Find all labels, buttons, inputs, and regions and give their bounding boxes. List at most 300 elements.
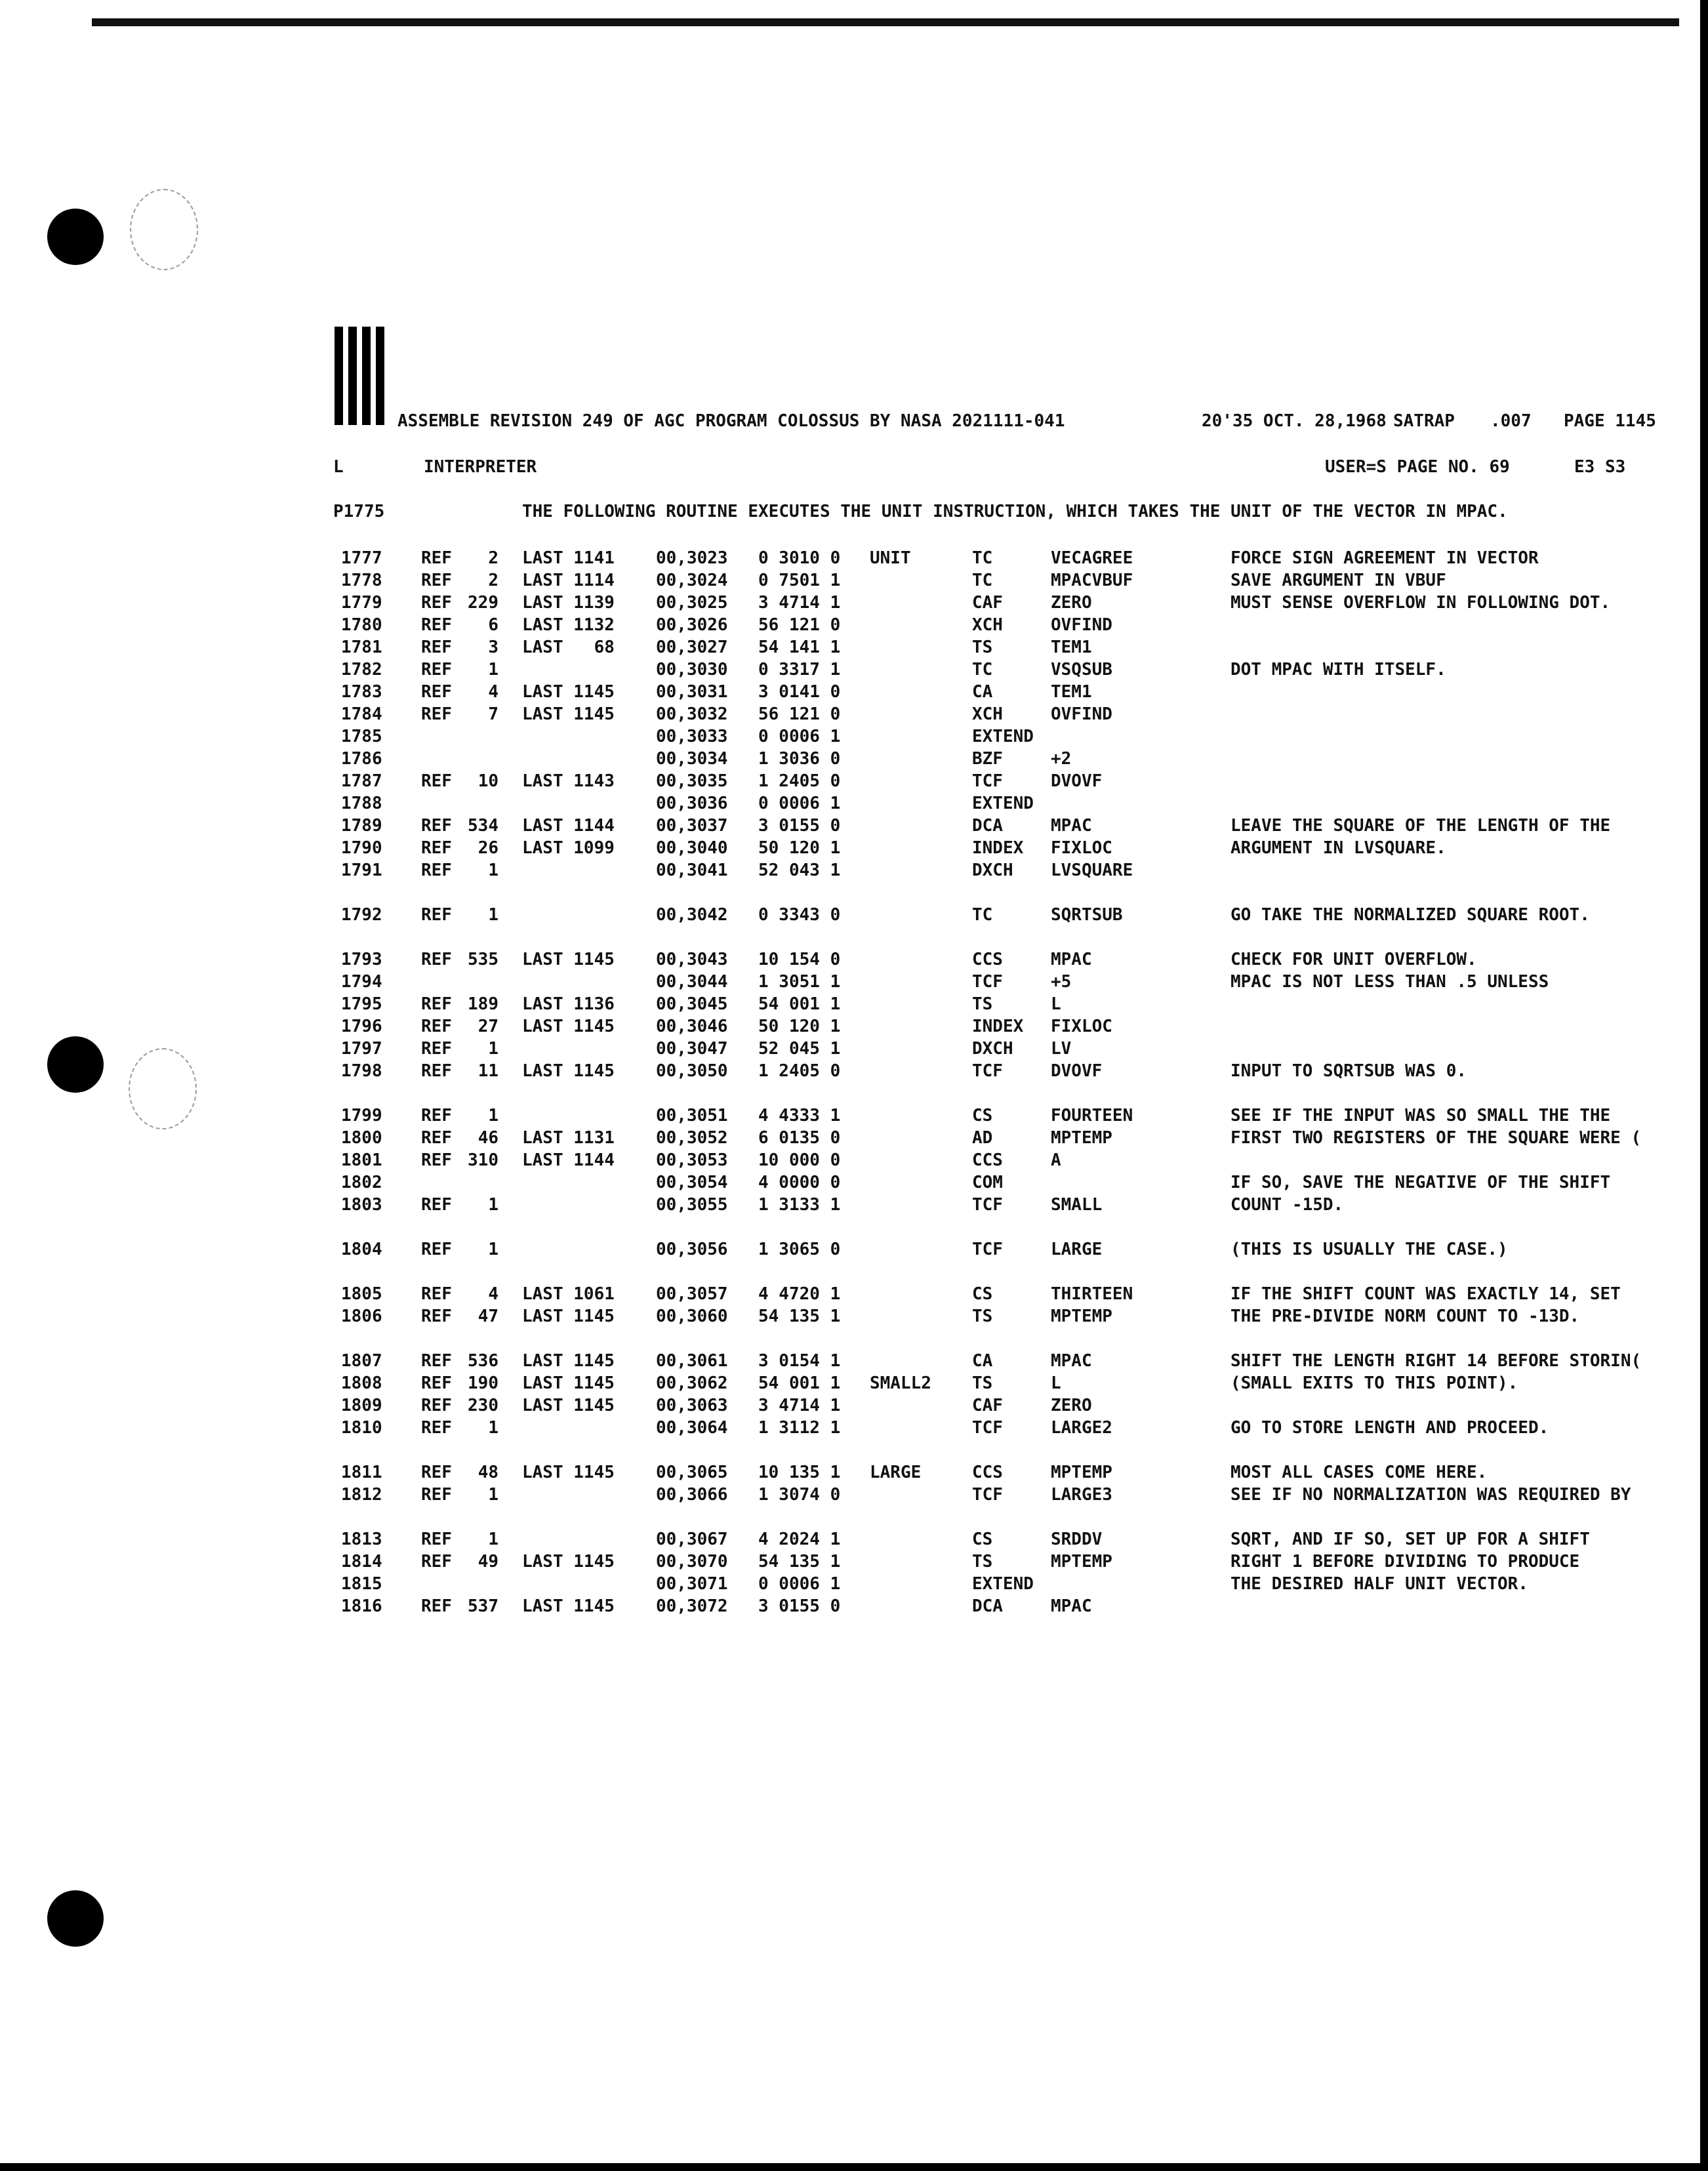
- line-number: 1815: [341, 1574, 382, 1594]
- symbol-label: LARGE: [870, 1463, 922, 1482]
- octal-code: 0 0006 1: [758, 727, 841, 746]
- listing-version: .007: [1490, 411, 1532, 431]
- last-ref: LAST 1141: [522, 548, 615, 568]
- opcode: DXCH: [972, 1039, 1013, 1059]
- octal-code: 4 0000 0: [758, 1173, 841, 1192]
- opcode: CS: [972, 1284, 993, 1304]
- opcode: AD: [972, 1128, 993, 1148]
- last-ref: LAST 1145: [522, 950, 615, 969]
- ref-tag: REF: [421, 1351, 452, 1371]
- last-ref: LAST 68: [522, 638, 615, 657]
- opcode: TS: [972, 1552, 993, 1572]
- line-number: 1800: [341, 1128, 382, 1148]
- address: 00,3061: [656, 1351, 728, 1371]
- address: 00,3065: [656, 1463, 728, 1482]
- octal-code: 54 141 1: [758, 638, 841, 657]
- line-number: 1799: [341, 1106, 382, 1126]
- address: 00,3042: [656, 905, 728, 925]
- address: 00,3030: [656, 660, 728, 680]
- octal-code: 1 3036 0: [758, 749, 841, 769]
- listing-row: [0, 681, 1708, 703]
- operand: LARGE2: [1051, 1418, 1112, 1438]
- ref-count: 189: [468, 994, 498, 1014]
- octal-code: 56 121 0: [758, 615, 841, 635]
- opcode: COM: [972, 1173, 1003, 1192]
- operand: VECAGREE: [1051, 548, 1133, 568]
- ref-tag: REF: [421, 1418, 452, 1438]
- listing-row: [0, 1551, 1708, 1573]
- opcode: INDEX: [972, 1017, 1024, 1036]
- line-number: 1816: [341, 1596, 382, 1616]
- listing-title: ASSEMBLE REVISION 249 OF AGC PROGRAM COLOSSUS BY NASA 2021111-041: [397, 411, 1065, 431]
- ref-tag: REF: [421, 1485, 452, 1505]
- comment: SQRT, AND IF SO, SET UP FOR A SHIFT: [1230, 1530, 1590, 1549]
- ref-tag: REF: [421, 1195, 452, 1215]
- operand: A: [1051, 1150, 1061, 1170]
- top-border-rule: [92, 18, 1679, 26]
- line-number: 1814: [341, 1552, 382, 1572]
- octal-code: 3 0141 0: [758, 682, 841, 702]
- listing-row: [0, 1417, 1708, 1439]
- last-ref: LAST 1145: [522, 1396, 615, 1415]
- last-ref: LAST 1099: [522, 838, 615, 858]
- line-number: 1811: [341, 1463, 382, 1482]
- listing-row: [0, 1060, 1708, 1082]
- operand: MPACVBUF: [1051, 571, 1133, 590]
- ref-count: 49: [478, 1552, 498, 1572]
- listing-row: [0, 1105, 1708, 1127]
- operand: LVSQUARE: [1051, 861, 1133, 880]
- octal-code: 0 3010 0: [758, 548, 841, 568]
- operand: SQRTSUB: [1051, 905, 1123, 925]
- ref-tag: REF: [421, 660, 452, 680]
- address: 00,3046: [656, 1017, 728, 1036]
- listing-row: [0, 1595, 1708, 1617]
- last-ref: LAST 1145: [522, 1596, 615, 1616]
- ref-count: 3: [488, 638, 498, 657]
- address: 00,3053: [656, 1150, 728, 1170]
- ref-count: 229: [468, 593, 498, 613]
- address: 00,3066: [656, 1485, 728, 1505]
- ref-tag: REF: [421, 1284, 452, 1304]
- ref-count: 46: [478, 1128, 498, 1148]
- ref-tag: REF: [421, 1530, 452, 1549]
- listing-page-number: PAGE 1145: [1564, 411, 1656, 431]
- line-number: 1807: [341, 1351, 382, 1371]
- line-number: 1785: [341, 727, 382, 746]
- punch-hole-ring-top: [130, 189, 198, 270]
- ref-tag: REF: [421, 994, 452, 1014]
- last-ref: LAST 1114: [522, 571, 615, 590]
- last-ref: LAST 1145: [522, 704, 615, 724]
- last-ref: LAST 1145: [522, 1463, 615, 1482]
- address: 00,3067: [656, 1530, 728, 1549]
- listing-row: [0, 859, 1708, 882]
- ref-tag: REF: [421, 1596, 452, 1616]
- address: 00,3063: [656, 1396, 728, 1415]
- last-ref: LAST 1145: [522, 1552, 615, 1572]
- line-number: 1791: [341, 861, 382, 880]
- line-number: 1794: [341, 972, 382, 992]
- line-number: 1782: [341, 660, 382, 680]
- octal-code: 0 0006 1: [758, 794, 841, 813]
- listing-row: [0, 1238, 1708, 1261]
- ref-count: 536: [468, 1351, 498, 1371]
- line-number: 1802: [341, 1173, 382, 1192]
- address: 00,3035: [656, 771, 728, 791]
- address: 00,3056: [656, 1240, 728, 1259]
- opcode: TCF: [972, 1485, 1003, 1505]
- opcode: CS: [972, 1106, 993, 1126]
- octal-code: 3 0154 1: [758, 1351, 841, 1371]
- line-number: 1780: [341, 615, 382, 635]
- user-page-number: USER=S PAGE NO. 69: [1325, 457, 1510, 477]
- opcode: TC: [972, 571, 993, 590]
- ref-count: 11: [478, 1061, 498, 1081]
- comment: SAVE ARGUMENT IN VBUF: [1230, 571, 1446, 590]
- octal-code: 3 4714 1: [758, 593, 841, 613]
- ref-count: 4: [488, 682, 498, 702]
- line-number: 1779: [341, 593, 382, 613]
- operand: MPAC: [1051, 1596, 1092, 1616]
- address: 00,3025: [656, 593, 728, 613]
- ref-tag: REF: [421, 1552, 452, 1572]
- address: 00,3044: [656, 972, 728, 992]
- listing-row: [0, 1038, 1708, 1060]
- comment: THE PRE-DIVIDE NORM COUNT TO -13D.: [1230, 1307, 1580, 1326]
- comment: (THIS IS USUALLY THE CASE.): [1230, 1240, 1508, 1259]
- ref-count: 310: [468, 1150, 498, 1170]
- address: 00,3037: [656, 816, 728, 836]
- listing-row: [0, 547, 1708, 569]
- listing-row: [0, 1394, 1708, 1417]
- ref-tag: REF: [421, 771, 452, 791]
- octal-code: 3 4714 1: [758, 1396, 841, 1415]
- ref-count: 48: [478, 1463, 498, 1482]
- operand: OVFIND: [1051, 615, 1112, 635]
- address: 00,3034: [656, 749, 728, 769]
- line-number: 1788: [341, 794, 382, 813]
- comment: SEE IF NO NORMALIZATION WAS REQUIRED BY: [1230, 1485, 1631, 1505]
- ref-tag: REF: [421, 950, 452, 969]
- operand: DVOVF: [1051, 1061, 1103, 1081]
- address: 00,3045: [656, 994, 728, 1014]
- last-ref: LAST 1061: [522, 1284, 615, 1304]
- listing-row: [0, 569, 1708, 592]
- comment: DOT MPAC WITH ITSELF.: [1230, 660, 1446, 680]
- operand: ZERO: [1051, 1396, 1092, 1415]
- line-number: 1812: [341, 1485, 382, 1505]
- line-number: 1796: [341, 1017, 382, 1036]
- opcode: DCA: [972, 1596, 1003, 1616]
- operand: LARGE: [1051, 1240, 1103, 1259]
- section-title: INTERPRETER: [424, 457, 537, 477]
- listing-row: [0, 636, 1708, 659]
- operand: +5: [1051, 972, 1072, 992]
- listing-row: [0, 1149, 1708, 1171]
- operand: VSQSUB: [1051, 660, 1112, 680]
- listing-row: [0, 948, 1708, 971]
- ref-count: 4: [488, 1284, 498, 1304]
- last-ref: LAST 1145: [522, 1061, 615, 1081]
- last-ref: LAST 1145: [522, 682, 615, 702]
- comment: CHECK FOR UNIT OVERFLOW.: [1230, 950, 1477, 969]
- ref-tag: REF: [421, 905, 452, 925]
- last-ref: LAST 1139: [522, 593, 615, 613]
- opcode: CS: [972, 1530, 993, 1549]
- listing-row: [0, 1372, 1708, 1394]
- ref-tag: REF: [421, 682, 452, 702]
- routine-description: THE FOLLOWING ROUTINE EXECUTES THE UNIT INSTRUCTION, WHICH TAKES THE UNIT OF THE VECTOR IN MPAC.: [522, 502, 1508, 521]
- opcode: XCH: [972, 704, 1003, 724]
- octal-code: 1 3065 0: [758, 1240, 841, 1259]
- ref-tag: REF: [421, 1106, 452, 1126]
- operand: L: [1051, 994, 1061, 1014]
- listing-row: [0, 1283, 1708, 1305]
- address: 00,3043: [656, 950, 728, 969]
- listing-row: [0, 1194, 1708, 1216]
- ref-count: 27: [478, 1017, 498, 1036]
- last-ref: LAST 1131: [522, 1128, 615, 1148]
- octal-code: 10 135 1: [758, 1463, 841, 1482]
- last-ref: LAST 1145: [522, 1373, 615, 1393]
- opcode: CCS: [972, 1150, 1003, 1170]
- listing-row: [0, 837, 1708, 859]
- operand: LARGE3: [1051, 1485, 1112, 1505]
- line-number: 1787: [341, 771, 382, 791]
- listing-row: [0, 770, 1708, 792]
- ref-count: 537: [468, 1596, 498, 1616]
- octal-code: 52 045 1: [758, 1039, 841, 1059]
- opcode: TCF: [972, 1061, 1003, 1081]
- operand: L: [1051, 1373, 1061, 1393]
- operand: SMALL: [1051, 1195, 1103, 1215]
- octal-code: 1 3074 0: [758, 1485, 841, 1505]
- last-ref: LAST 1144: [522, 816, 615, 836]
- address: 00,3072: [656, 1596, 728, 1616]
- comment: MUST SENSE OVERFLOW IN FOLLOWING DOT.: [1230, 593, 1611, 613]
- line-number: 1813: [341, 1530, 382, 1549]
- octal-code: 10 000 0: [758, 1150, 841, 1170]
- ref-tag: REF: [421, 704, 452, 724]
- line-number: 1778: [341, 571, 382, 590]
- opcode: INDEX: [972, 838, 1024, 858]
- ref-tag: REF: [421, 1463, 452, 1482]
- operand: ZERO: [1051, 593, 1092, 613]
- routine-id: P1775: [333, 502, 385, 521]
- operand: TEM1: [1051, 682, 1092, 702]
- opcode: TCF: [972, 972, 1003, 992]
- ref-count: 1: [488, 1418, 498, 1438]
- operand: DVOVF: [1051, 771, 1103, 791]
- ref-tag: REF: [421, 571, 452, 590]
- ref-tag: REF: [421, 1307, 452, 1326]
- listing-row: [0, 1015, 1708, 1038]
- line-number: 1805: [341, 1284, 382, 1304]
- octal-code: 54 135 1: [758, 1552, 841, 1572]
- address: 00,3047: [656, 1039, 728, 1059]
- comment: COUNT -15D.: [1230, 1195, 1344, 1215]
- opcode: CA: [972, 682, 993, 702]
- last-ref: LAST 1132: [522, 615, 615, 635]
- last-ref: LAST 1144: [522, 1150, 615, 1170]
- ref-count: 1: [488, 660, 498, 680]
- octal-code: 50 120 1: [758, 1017, 841, 1036]
- opcode: DCA: [972, 816, 1003, 836]
- octal-code: 1 3051 1: [758, 972, 841, 992]
- listing-row: [0, 1305, 1708, 1328]
- listing-row: [0, 1461, 1708, 1484]
- opcode: EXTEND: [972, 1574, 1034, 1594]
- address: 00,3023: [656, 548, 728, 568]
- comment: GO TO STORE LENGTH AND PROCEED.: [1230, 1418, 1549, 1438]
- symbol-label: SMALL2: [870, 1373, 931, 1393]
- last-ref: LAST 1145: [522, 1017, 615, 1036]
- line-number: 1797: [341, 1039, 382, 1059]
- opcode: TS: [972, 638, 993, 657]
- line-number: 1804: [341, 1240, 382, 1259]
- address: 00,3054: [656, 1173, 728, 1192]
- address: 00,3036: [656, 794, 728, 813]
- listing-satrap: SATRAP: [1393, 411, 1455, 431]
- line-number: 1790: [341, 838, 382, 858]
- octal-code: 50 120 1: [758, 838, 841, 858]
- listing-row: [0, 748, 1708, 770]
- punch-hole-bottom: [47, 1890, 104, 1947]
- ref-tag: REF: [421, 1039, 452, 1059]
- listing-row: [0, 592, 1708, 614]
- line-number: 1777: [341, 548, 382, 568]
- line-number: 1781: [341, 638, 382, 657]
- address: 00,3032: [656, 704, 728, 724]
- comment: THE DESIRED HALF UNIT VECTOR.: [1230, 1574, 1528, 1594]
- address: 00,3026: [656, 615, 728, 635]
- listing-row: [0, 1127, 1708, 1149]
- right-frame-edge: [1700, 0, 1708, 2171]
- opcode: TS: [972, 1307, 993, 1326]
- listing-row: [0, 792, 1708, 815]
- comment: SEE IF THE INPUT WAS SO SMALL THE THE: [1230, 1106, 1611, 1126]
- opcode: CAF: [972, 1396, 1003, 1415]
- listing-row: [0, 1171, 1708, 1194]
- comment: INPUT TO SQRTSUB WAS 0.: [1230, 1061, 1467, 1081]
- ref-count: 2: [488, 548, 498, 568]
- punch-hole-top: [47, 209, 104, 265]
- ref-tag: REF: [421, 548, 452, 568]
- line-number: 1806: [341, 1307, 382, 1326]
- ref-tag: REF: [421, 816, 452, 836]
- opcode: EXTEND: [972, 794, 1034, 813]
- ref-tag: REF: [421, 593, 452, 613]
- operand: MPAC: [1051, 1351, 1092, 1371]
- operand: MPAC: [1051, 950, 1092, 969]
- last-ref: LAST 1145: [522, 1351, 615, 1371]
- ref-count: 2: [488, 571, 498, 590]
- symbol-label: UNIT: [870, 548, 911, 568]
- section-marker: L: [333, 457, 344, 477]
- octal-code: 52 043 1: [758, 861, 841, 880]
- line-number: 1784: [341, 704, 382, 724]
- comment: MOST ALL CASES COME HERE.: [1230, 1463, 1488, 1482]
- comment: MPAC IS NOT LESS THAN .5 UNLESS: [1230, 972, 1549, 992]
- listing-row: [0, 971, 1708, 993]
- comment: SHIFT THE LENGTH RIGHT 14 BEFORE STORIN(: [1230, 1351, 1642, 1371]
- bottom-frame-edge: [0, 2163, 1708, 2171]
- address: 00,3071: [656, 1574, 728, 1594]
- octal-code: 1 3133 1: [758, 1195, 841, 1215]
- opcode: TS: [972, 1373, 993, 1393]
- ref-count: 1: [488, 1106, 498, 1126]
- comment: GO TAKE THE NORMALIZED SQUARE ROOT.: [1230, 905, 1590, 925]
- opcode: CAF: [972, 593, 1003, 613]
- address: 00,3031: [656, 682, 728, 702]
- comment: FIRST TWO REGISTERS OF THE SQUARE WERE (: [1230, 1128, 1642, 1148]
- ref-tag: REF: [421, 861, 452, 880]
- ref-count: 534: [468, 816, 498, 836]
- opcode: TC: [972, 905, 993, 925]
- ref-count: 1: [488, 861, 498, 880]
- octal-code: 6 0135 0: [758, 1128, 841, 1148]
- operand: OVFIND: [1051, 704, 1112, 724]
- opcode: TCF: [972, 1195, 1003, 1215]
- listing-row: [0, 1350, 1708, 1372]
- octal-code: 4 4720 1: [758, 1284, 841, 1304]
- listing-row: [0, 659, 1708, 681]
- ref-count: 6: [488, 615, 498, 635]
- octal-code: 54 135 1: [758, 1307, 841, 1326]
- line-number: 1801: [341, 1150, 382, 1170]
- address: 00,3064: [656, 1418, 728, 1438]
- ref-tag: REF: [421, 1150, 452, 1170]
- address: 00,3024: [656, 571, 728, 590]
- operand: MPTEMP: [1051, 1128, 1112, 1148]
- address: 00,3062: [656, 1373, 728, 1393]
- listing-row: [0, 614, 1708, 636]
- line-number: 1808: [341, 1373, 382, 1393]
- operand: MPTEMP: [1051, 1307, 1112, 1326]
- comment: IF THE SHIFT COUNT WAS EXACTLY 14, SET: [1230, 1284, 1621, 1304]
- ref-count: 1: [488, 905, 498, 925]
- octal-code: 54 001 1: [758, 994, 841, 1014]
- address: 00,3055: [656, 1195, 728, 1215]
- octal-code: 3 0155 0: [758, 1596, 841, 1616]
- page-barcode-mark: [335, 327, 384, 425]
- ref-count: 26: [478, 838, 498, 858]
- octal-code: 56 121 0: [758, 704, 841, 724]
- ref-count: 1: [488, 1530, 498, 1549]
- line-number: 1798: [341, 1061, 382, 1081]
- address: 00,3027: [656, 638, 728, 657]
- ref-count: 1: [488, 1485, 498, 1505]
- opcode: CA: [972, 1351, 993, 1371]
- header-codes: E3 S3: [1574, 457, 1626, 477]
- operand: THIRTEEN: [1051, 1284, 1133, 1304]
- comment: IF SO, SAVE THE NEGATIVE OF THE SHIFT: [1230, 1173, 1611, 1192]
- ref-tag: REF: [421, 1373, 452, 1393]
- ref-count: 230: [468, 1396, 498, 1415]
- comment: FORCE SIGN AGREEMENT IN VECTOR: [1230, 548, 1539, 568]
- ref-tag: REF: [421, 615, 452, 635]
- line-number: 1803: [341, 1195, 382, 1215]
- opcode: TCF: [972, 1240, 1003, 1259]
- line-number: 1809: [341, 1396, 382, 1415]
- octal-code: 1 3112 1: [758, 1418, 841, 1438]
- opcode: TCF: [972, 1418, 1003, 1438]
- opcode: TC: [972, 660, 993, 680]
- comment: (SMALL EXITS TO THIS POINT).: [1230, 1373, 1518, 1393]
- ref-count: 10: [478, 771, 498, 791]
- listing-row: [0, 1528, 1708, 1551]
